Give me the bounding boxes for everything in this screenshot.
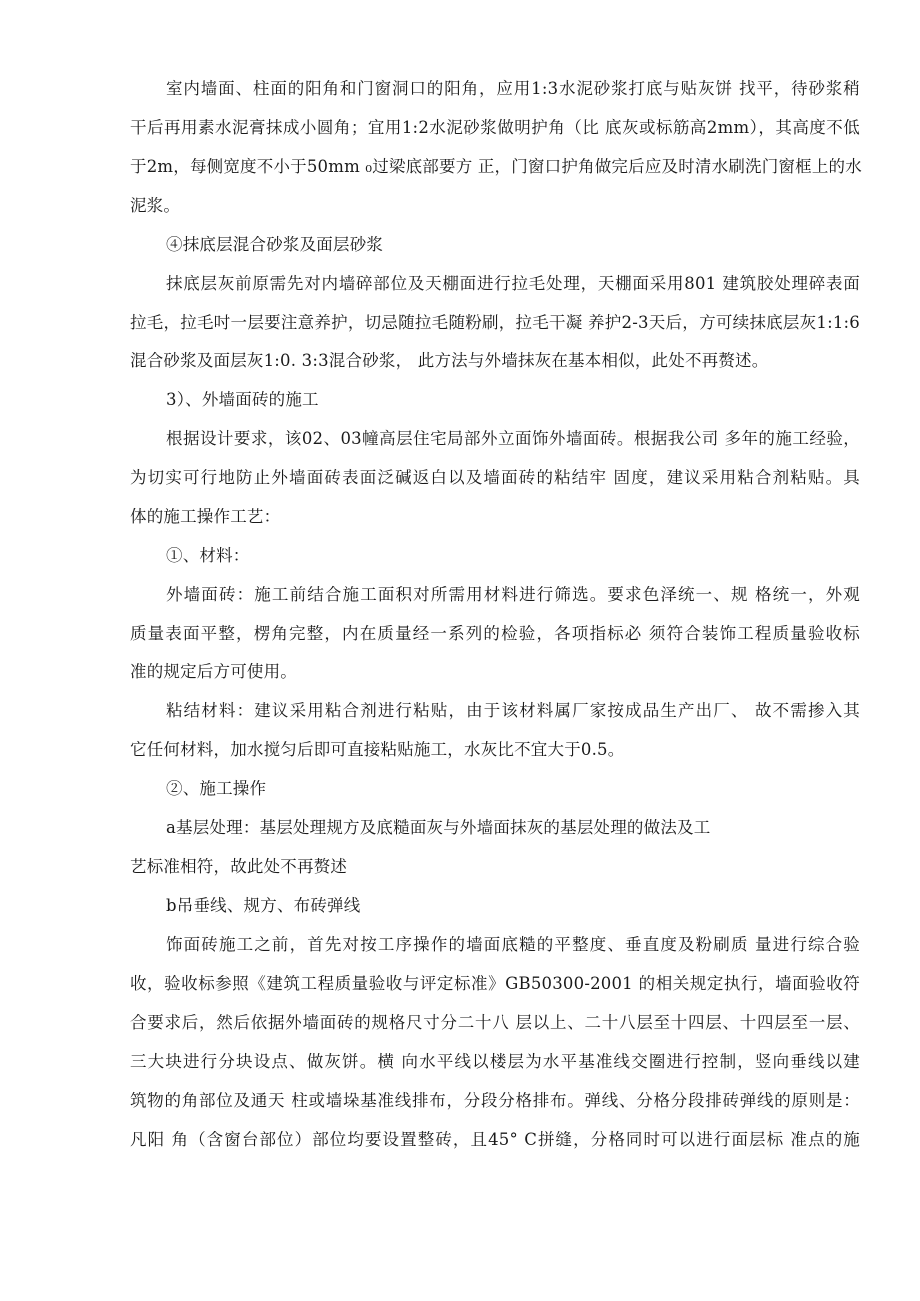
paragraph-line: 外墙面砖：施工前结合施工面积对所需用材料进行筛选。要求色泽统一、规 格统一，外观 [166,585,860,604]
paragraph-line: 收，验收标参照《建筑工程质量验收与评定标准》GB50300-2001 的相关规定执行，墙面验收符 [130,974,860,993]
paragraph-line: 它任何材料，加水搅匀后即可直接粘贴施工，水灰比不宜大于0.5。 [130,740,625,759]
section-heading: ①、材料： [166,546,250,565]
paragraph-line: 三大块进行分块设点、做灰饼。横 向水平线以楼层为水平基准线交圈进行控制，竖向垂线以建 [130,1052,860,1071]
paragraph-line: 于2m，每侧宽度不小于50mm ₀过梁底部要方 正，门窗口护角做完后应及时清水刷洗门窗框上的水 [130,157,862,176]
section-heading: b吊垂线、规方、布砖弹线 [166,896,361,915]
section-heading: ②、施工操作 [166,779,267,798]
paragraph-line: 干后再用素水泥膏抹成小圆角；宜用1:2水泥砂浆做明护角（比 底灰或标筋高2mm），其高度不低 [130,118,860,137]
paragraph-line: 泥浆。 [130,196,181,215]
section-heading: 3）、外墙面砖的施工 [166,390,319,409]
paragraph-line: 凡阳 角（含窗台部位）部位均要设置整砖，且45° C拼缝，分格同时可以进行面层标 准点的施 [130,1130,860,1149]
paragraph-line: 准的规定后方可使用。 [130,662,297,681]
section-heading: ④抹底层混合砂浆及面层砂浆 [166,235,384,254]
paragraph-line: 粘结材料：建议采用粘合剂进行粘贴，由于该材料属厂家按成品生产出厂、 故不需掺入其 [166,701,860,720]
paragraph-line: 为切实可行地防止外墙面砖表面泛碱返白以及墙面砖的粘结牢 固度，建议采用粘合剂粘贴。具 [130,468,860,487]
paragraph-line: 抹底层灰前原需先对内墙碎部位及天棚面进行拉毛处理，天棚面采用801 建筑胶处理碎表面 [166,274,860,293]
paragraph-line: 筑物的角部位及通天 柱或墙垛基准线排布，分段分格排布。弹线、分格分段排砖弹线的原则是： [130,1091,860,1110]
paragraph-line: 体的施工操作工艺： [130,507,281,526]
paragraph-line: 拉毛，拉毛吋一层要注意养护，切忌随拉毛随粉刷，拉毛干凝 养护2-3天后，方可续抹底层灰1:1:6 [130,313,860,332]
paragraph-line: 根据设计要求，该02、03幢高层住宅局部外立面饰外墙面砖。根据我公司 多年的施工经验， [166,429,860,448]
paragraph-line: 室内墙面、柱面的阳角和门窗洞口的阳角，应用1:3水泥砂浆打底与贴灰饼 找平，待砂浆稍 [166,79,860,98]
paragraph-line: a基层处理：基层处理规方及底糙面灰与外墙面抹灰的基层处理的做法及工 [166,818,711,837]
paragraph-line: 饰面砖施工之前，首先对按工序操作的墙面底糙的平整度、垂直度及粉刷质 量进行综合验 [166,935,860,954]
paragraph-line: 质量表面平整，楞角完整，内在质量经一系列的检验，各项指标必 须符合装饰工程质量验收标 [130,624,860,643]
paragraph-line: 艺标准相符，故此处不再赘述 [130,857,348,876]
paragraph-line: 混合砂浆及面层灰1:0. 3:3混合砂浆， 此方法与外墙抹灰在基本相似，此处不再赘述。 [130,351,769,370]
paragraph-line: 合要求后，然后依据外墙面砖的规格尺寸分二十八 层以上、二十八层至十四层、十四层至一层、 [130,1013,860,1032]
